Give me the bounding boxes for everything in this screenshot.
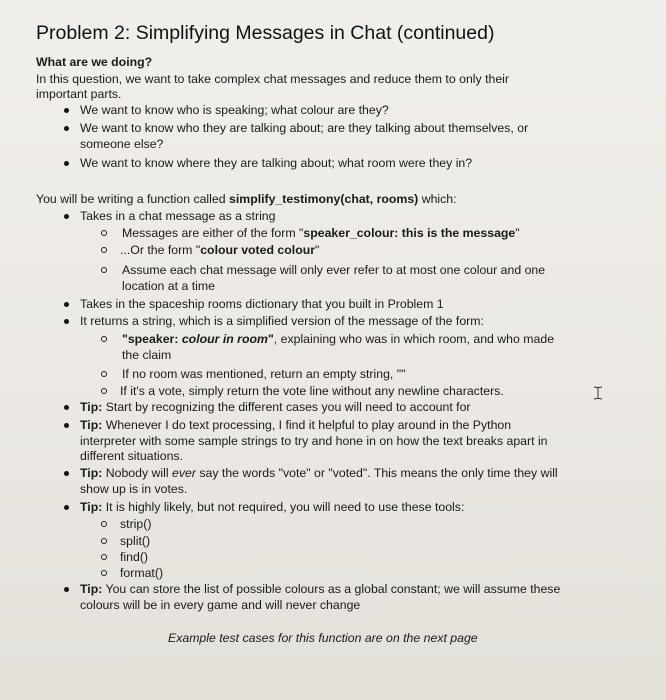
sub-message-form-post: "	[515, 226, 520, 240]
sub-assumption-cont: location at a time	[122, 279, 215, 293]
tool-item: find()	[120, 550, 149, 564]
sub-bullet-circle	[101, 570, 107, 576]
tip-python-cont-2: different situations.	[80, 449, 183, 463]
tip-python-cont-1: interpreter with some sample strings to try and hone in on how the text breaks apart in	[80, 434, 548, 448]
return-form-italic: colour in room	[181, 332, 268, 346]
goal-location: We want to know where they are talking about; what room were they in?	[80, 156, 473, 170]
tip-vote-words	[80, 465, 558, 481]
tip-text-post: say the words "vote" or "voted". This means the only time they will	[195, 466, 558, 480]
bullet-chat-input: Takes in a chat message as a string	[80, 209, 276, 223]
sub-vote-form-bold: colour voted colour	[200, 243, 315, 257]
tool-item: format()	[120, 566, 164, 580]
intro-line-2: important parts.	[36, 87, 122, 101]
return-form-post: , explaining who was in which room, and who made	[273, 332, 555, 346]
tool-item: strip()	[120, 517, 152, 531]
text-cursor-icon	[592, 386, 604, 400]
tip-label: Tip:	[80, 400, 103, 414]
goal-subject: We want to know who they are talking about; are they talking about themselves, or	[80, 121, 529, 135]
tip-cases	[80, 399, 471, 415]
tip-label: Tip:	[80, 466, 103, 480]
sub-bullet-circle	[101, 554, 107, 560]
sub-bullet-circle	[101, 336, 107, 342]
sub-bullet-circle	[101, 388, 107, 394]
return-form-close: "	[267, 332, 274, 346]
sub-message-form-pre: Messages are either of the form "	[122, 226, 304, 240]
tool-item: split()	[120, 534, 151, 548]
tip-text-italic: ever	[172, 466, 196, 480]
tip-colours	[80, 581, 560, 597]
sub-no-room: If no room was mentioned, return an empty string, ""	[122, 367, 406, 381]
sub-bullet-circle	[101, 521, 107, 527]
bullet-dot	[64, 405, 69, 410]
function-name: simplify_testimony(chat, rooms)	[229, 192, 419, 206]
footer-note: Example test cases for this function are on the next page	[168, 631, 478, 645]
bullet-dot	[64, 161, 69, 166]
tip-colours-cont: colours will be in every game and will never change	[80, 598, 361, 612]
bullet-dot	[64, 108, 69, 113]
tip-python	[80, 417, 511, 433]
tip-vote-words-cont: show up is in votes.	[80, 482, 188, 496]
tip-text: Whenever I do text processing, I find it helpful to play around in the Python	[102, 418, 512, 432]
tip-text: Start by recognizing the different cases you will need to account for	[102, 400, 471, 414]
sub-bullet-circle	[101, 247, 107, 253]
sub-bullet-circle	[101, 538, 107, 544]
tip-text: It is highly likely, but not required, you will need to use these tools:	[102, 500, 465, 514]
tip-text-pre: Nobody will	[102, 466, 173, 480]
sub-return-form-cont: the claim	[122, 348, 172, 362]
function-intro-post: which:	[418, 192, 457, 206]
bullet-dot	[64, 126, 69, 131]
sub-message-form-bold: speaker_colour: this is the message	[303, 226, 516, 240]
tip-label: Tip:	[80, 500, 103, 514]
sub-vote-form	[120, 242, 319, 258]
goal-subject-cont: someone else?	[80, 137, 164, 151]
sub-bullet-circle	[101, 267, 107, 273]
bullet-dot	[64, 471, 69, 476]
function-intro-pre: You will be writing a function called	[36, 192, 229, 206]
section-heading: What are we doing?	[36, 55, 153, 69]
bullet-rooms: Takes in the spaceship rooms dictionary that you built in Problem 1	[80, 297, 444, 311]
tip-text: You can store the list of possible colours as a global constant; we will assume these	[102, 582, 561, 596]
bullet-returns: It returns a string, which is a simplified version of the message of the form:	[80, 314, 484, 328]
sub-vote-form-post: "	[315, 243, 320, 257]
sub-vote-form-pre: ...Or the form "	[120, 243, 201, 257]
sub-vote-return: If it's a vote, simply return the vote line without any newline characters.	[120, 384, 504, 398]
function-intro	[36, 191, 457, 207]
sub-assumption: Assume each chat message will only ever refer to at most one colour and one	[122, 263, 546, 277]
sub-return-form	[122, 331, 554, 347]
intro-line-1: In this question, we want to take complex chat messages and reduce them to only their	[36, 72, 510, 86]
bullet-dot	[64, 319, 69, 324]
sub-bullet-circle	[101, 230, 107, 236]
return-form-open: "speaker:	[122, 332, 182, 346]
tip-label: Tip:	[80, 582, 103, 596]
page-title: Problem 2: Simplifying Messages in Chat (continued)	[36, 22, 495, 44]
tip-tools	[80, 499, 464, 515]
bullet-dot	[64, 302, 69, 307]
sub-message-form	[122, 225, 520, 241]
bullet-dot	[64, 505, 69, 510]
goal-speaker: We want to know who is speaking; what colour are they?	[80, 103, 389, 117]
bullet-dot	[64, 214, 69, 219]
tip-label: Tip:	[80, 418, 103, 432]
bullet-dot	[64, 423, 69, 428]
sub-bullet-circle	[101, 371, 107, 377]
bullet-dot	[64, 587, 69, 592]
